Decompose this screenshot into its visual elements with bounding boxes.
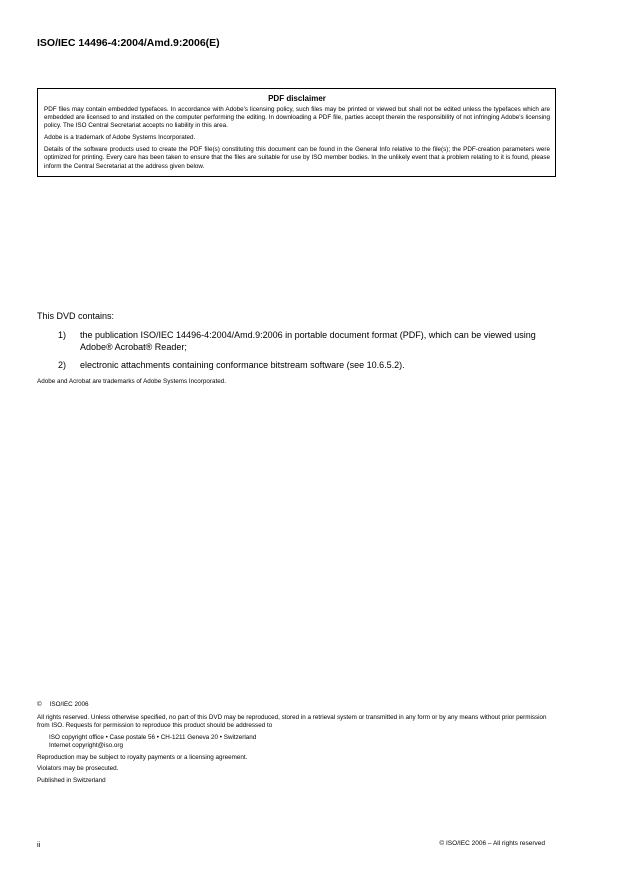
copyright-address [37,734,547,751]
list-item-text: electronic attachments containing conformance bitstream software (see 10.6.5.2). [80,360,405,370]
list-item [58,359,544,371]
footer-rights-reserved: © ISO/IEC 2006 – All rights reserved [439,840,545,847]
royalty-note: Reproduction may be subject to royalty payments or a licensing agreement. [37,753,248,761]
trademark-note: Adobe and Acrobat are trademarks of Adobe Systems Incorporated. [37,378,227,385]
violators-note: Violators may be prosecuted. [37,765,119,772]
list-item-text: the publication ISO/IEC 14496-4:2004/Amd.9:2006 in portable document format (PDF), which can be viewed using Adobe® Acrobat® Reader; [80,330,536,352]
copyright-holder: ISO/IEC 2006 [49,701,89,708]
disclaimer-paragraph-trademark: Adobe is a trademark of Adobe Systems Incorporated. [44,134,196,142]
copyright-symbol: © [37,701,42,708]
copyright-rights-text: All rights reserved. Unless otherwise specified, no part of this DVD may be reproduced, stored in a retrieval system or transmitted in any form or by any means without prior permission from ISO. Requests for permission to reproduce this product should be addressed to [37,713,547,729]
copyright-block [37,701,547,788]
footer-page-number: ii [37,840,41,849]
document-header-standard-id: ISO/IEC 14496-4:2004/Amd.9:2006(E) [37,37,220,49]
list-item [58,329,544,353]
pdf-disclaimer-box [37,88,556,177]
disclaimer-title: PDF disclaimer [268,94,326,103]
list-item-number: 2) [58,360,67,370]
copyright-office-address: ISO copyright office • Case postale 56 • CH-1211 Geneva 20 • Switzerland [49,733,257,741]
copyright-internet-contact: Internet copyright@iso.org [49,742,123,749]
dvd-contents-list [58,329,544,377]
dvd-contents-intro: This DVD contains: [37,311,115,321]
disclaimer-paragraph-typefaces: PDF files may contain embedded typefaces. In accordance with Adobe's licensing policy, such files may be printed or viewed but shall not be edited unless the typefaces which are embedded are licensed to and installed on the computer performing the editing. In downloading a PDF file, parties accept therein the responsibility of not infringing Adobe's licensing policy. The ISO Central Secretariat accepts no liability in this area. [44,106,550,130]
copyright-line [37,701,547,710]
published-note: Published in Switzerland [37,776,106,784]
disclaimer-paragraph-details: Details of the software products used to create the PDF file(s) constituting this document can be found in the General Info relative to the file(s); the PDF-creation parameters were optimized for printing. Every care has been taken to ensure that the files are suitable for use by ISO member bodies. In the unlikely event that a problem relating to it is found, please inform the Central Secretariat at the address given below. [44,146,550,170]
list-item-number: 1) [58,330,67,340]
